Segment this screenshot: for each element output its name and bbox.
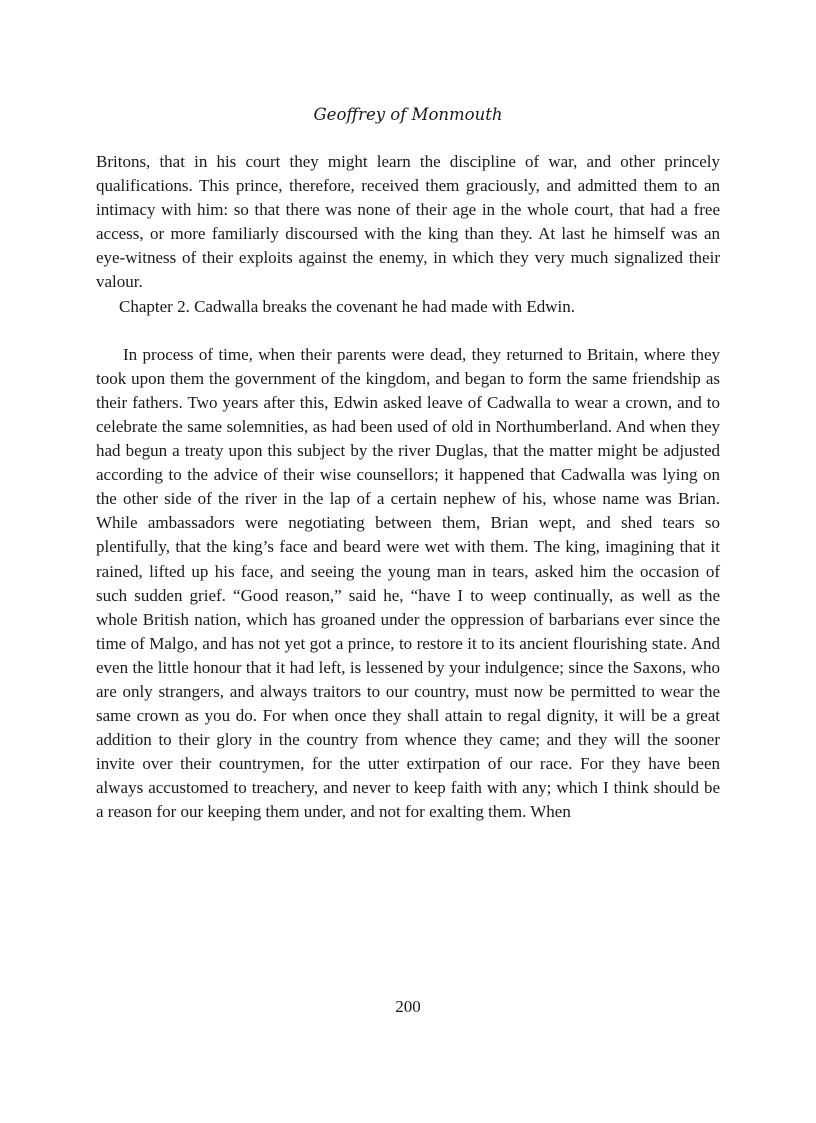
page-body xyxy=(96,150,720,825)
page-number: 200 xyxy=(395,997,421,1016)
running-head: Geoffrey of Monmouth xyxy=(313,105,503,124)
paragraph-continued: Britons, that in his court they might learn the discipline of war, and other princely qualifications. This prince, therefore, received them graciously, and admitted them to an intimacy with him: so that there was none of their age in the whole court, that had a free access, or more familiarly discoursed with the king than they. At last he himself was an eye-witness of their exploits against the enemy, in which they very much signalized their valour. xyxy=(96,152,720,292)
paragraph-chapter-2: In process of time, when their parents were dead, they returned to Britain, where they took upon them the government of the kingdom, and began to form the same friendship as their fathers. Two years after this, Edwin asked leave of Cadwalla to wear a crown, and to celebrate the same solemnities, as had been used of old in Northumberland. And when they had begun a treaty upon this subject by the river Duglas, that the matter might be adjusted according to the advice of their wise counsellors; it happened that Cadwalla was lying on the other side of the river in the lap of a certain nephew of his, whose name was Brian. While ambassadors were negotiating between them, Brian wept, and shed tears so plentifully, that the king’s face and beard were wet with them. The king, imagining that it rained, lifted up his face, and seeing the young man in tears, asked him the occasion of such sudden grief. “Good reason,” said he, “have I to weep continually, as well as the whole British nation, which has groaned under the oppression of barbarians ever since the time of Malgo, and has not yet got a prince, to restore it to its ancient flourishing state. And even the little honour that it had left, is lessened by your indulgence; since the Saxons, who are only strangers, and always traitors to our country, must now be permitted to wear the same crown as you do. For when once they shall attain to regal dignity, it will be a great addition to their glory in the country from whence they came; and they will the sooner invite over their countrymen, for the utter extirpation of our race. For they have been always accustomed to treachery, and never to keep faith with any; which I think should be a reason for our keeping them under, and not for exalting them. When xyxy=(96,344,720,822)
chapter-heading: Chapter 2. Cadwalla breaks the covenant he had made with Edwin. xyxy=(119,296,576,316)
